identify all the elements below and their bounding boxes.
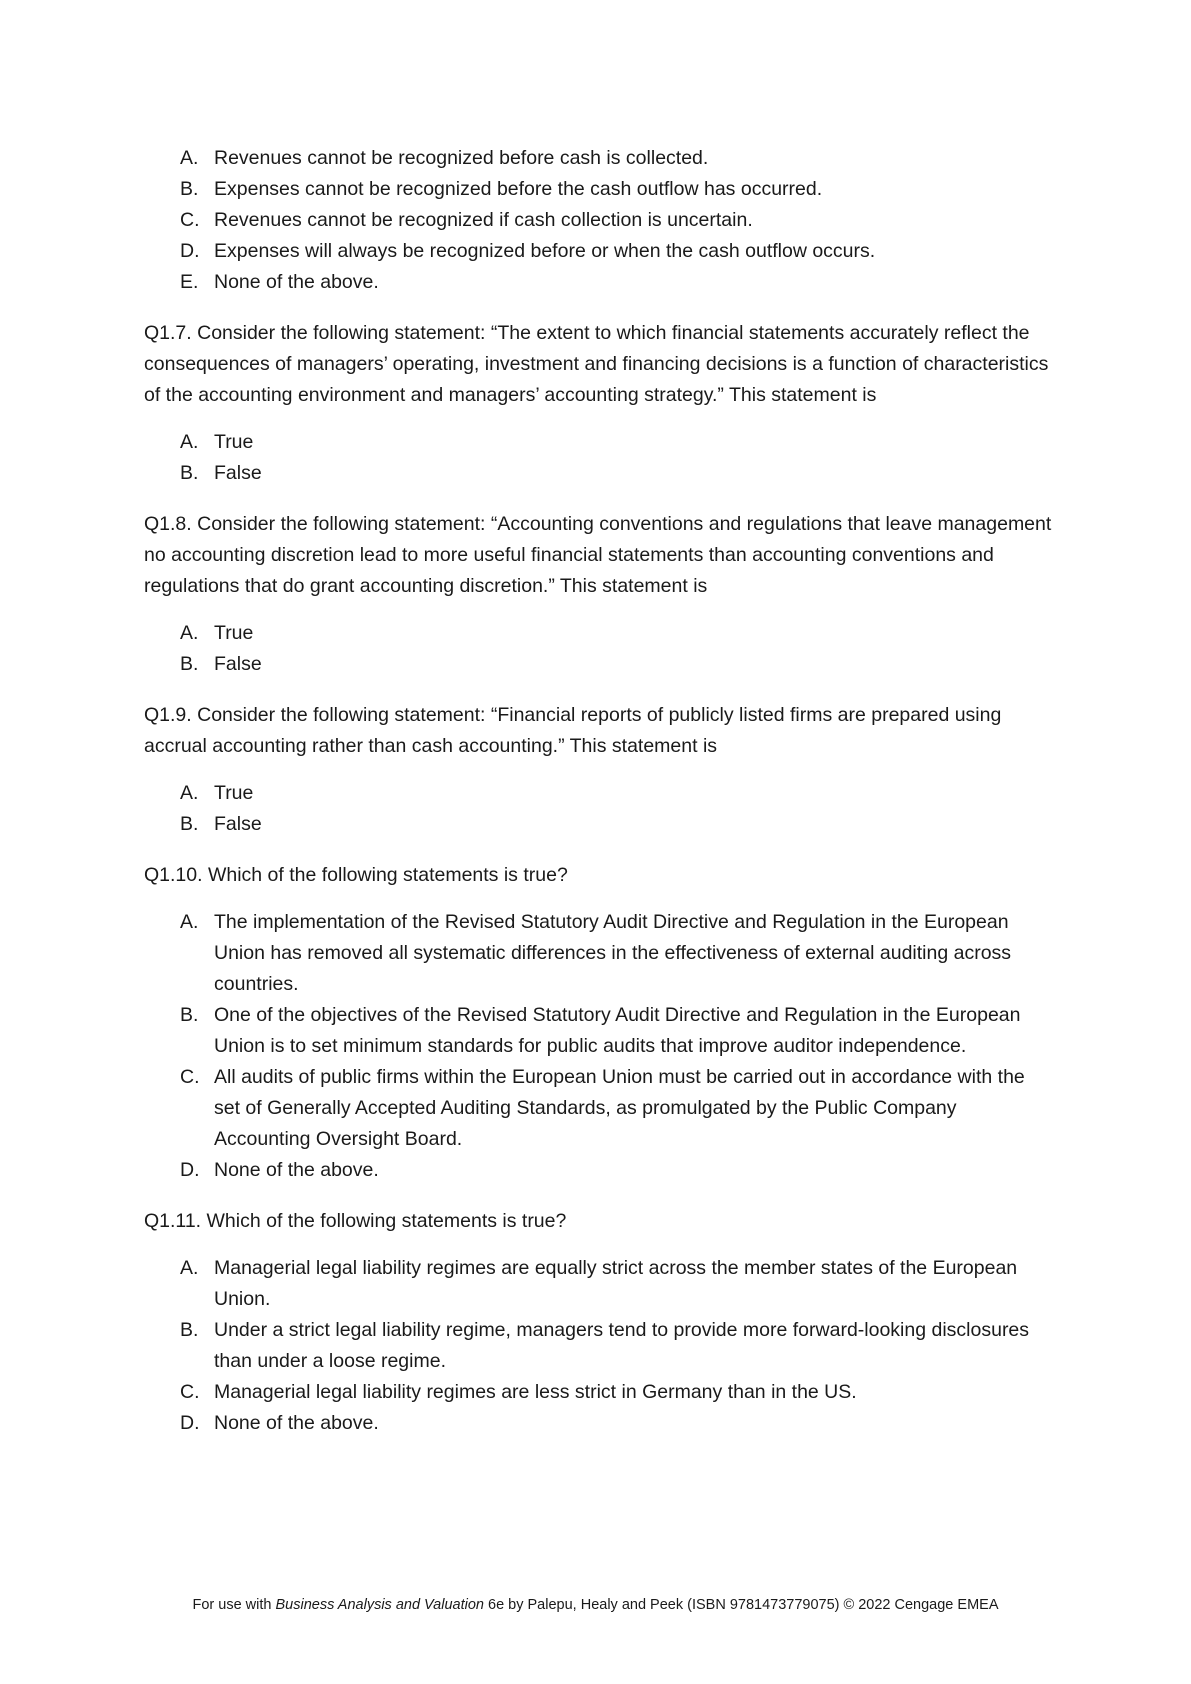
answer-options bbox=[144, 1253, 1054, 1439]
answer-option bbox=[144, 427, 1054, 458]
question-text: Q1.10. Which of the following statements is true? bbox=[144, 864, 568, 886]
answer-option bbox=[144, 236, 1054, 267]
spacer bbox=[144, 602, 1054, 618]
option-text: False bbox=[214, 653, 262, 675]
option-text: The implementation of the Revised Statutory Audit Directive and Regulation in the European Union has removed all systematic differences in the effectiveness of external auditing across countries. bbox=[214, 911, 1012, 995]
page-footer bbox=[0, 1597, 1191, 1613]
spacer bbox=[144, 680, 1054, 700]
option-letter: C. bbox=[180, 209, 200, 231]
spacer bbox=[144, 762, 1054, 778]
option-letter: A. bbox=[180, 782, 199, 804]
option-text: True bbox=[214, 431, 254, 453]
spacer bbox=[144, 891, 1054, 907]
option-text: One of the objectives of the Revised Statutory Audit Directive and Regulation in the European Union is to set minimum standards for public audits that improve auditor independence. bbox=[214, 1004, 1021, 1057]
option-letter: B. bbox=[180, 1004, 199, 1026]
page-content bbox=[144, 143, 1054, 1439]
option-text: False bbox=[214, 462, 262, 484]
option-letter: B. bbox=[180, 178, 199, 200]
answer-option bbox=[144, 907, 1054, 1000]
answer-option bbox=[144, 778, 1054, 809]
answer-option bbox=[144, 267, 1054, 298]
answer-option bbox=[144, 1408, 1054, 1439]
answer-options bbox=[144, 778, 1054, 840]
spacer bbox=[144, 489, 1054, 509]
option-text: Expenses will always be recognized before or when the cash outflow occurs. bbox=[214, 240, 876, 262]
option-text: Revenues cannot be recognized if cash collection is uncertain. bbox=[214, 209, 753, 231]
spacer bbox=[144, 1186, 1054, 1206]
option-text: Expenses cannot be recognized before the cash outflow has occurred. bbox=[214, 178, 823, 200]
answer-option bbox=[144, 174, 1054, 205]
answer-option bbox=[144, 143, 1054, 174]
spacer bbox=[144, 1237, 1054, 1253]
option-letter: B. bbox=[180, 813, 199, 835]
option-text: True bbox=[214, 782, 254, 804]
option-letter: A. bbox=[180, 911, 199, 933]
option-letter: A. bbox=[180, 1257, 199, 1279]
option-text: False bbox=[214, 813, 262, 835]
option-letter: B. bbox=[180, 462, 199, 484]
answer-option bbox=[144, 1253, 1054, 1315]
answer-options bbox=[144, 618, 1054, 680]
answer-options bbox=[144, 907, 1054, 1186]
option-text: Under a strict legal liability regime, managers tend to provide more forward-looking disclosures than under a loose regime. bbox=[214, 1319, 1030, 1372]
option-letter: C. bbox=[180, 1066, 200, 1088]
option-letter: C. bbox=[180, 1381, 200, 1403]
option-text: None of the above. bbox=[214, 1159, 379, 1181]
answer-option bbox=[144, 809, 1054, 840]
answer-option bbox=[144, 205, 1054, 236]
answer-option bbox=[144, 458, 1054, 489]
option-text: True bbox=[214, 622, 254, 644]
footer-book-title: Business Analysis and Valuation bbox=[275, 1597, 484, 1613]
option-letter: A. bbox=[180, 622, 199, 644]
footer-prefix: For use with bbox=[192, 1597, 276, 1613]
option-text: None of the above. bbox=[214, 1412, 379, 1434]
option-text: Managerial legal liability regimes are less strict in Germany than in the US. bbox=[214, 1381, 857, 1403]
answer-option bbox=[144, 1062, 1054, 1155]
answer-option bbox=[144, 1155, 1054, 1186]
option-text: Revenues cannot be recognized before cash is collected. bbox=[214, 147, 709, 169]
answer-options bbox=[144, 427, 1054, 489]
option-text: Managerial legal liability regimes are equally strict across the member states of the European Union. bbox=[214, 1257, 1018, 1310]
spacer bbox=[144, 840, 1054, 860]
option-text: None of the above. bbox=[214, 271, 379, 293]
answer-option bbox=[144, 649, 1054, 680]
footer-suffix: 6e by Palepu, Healy and Peek (ISBN 9781473779075) © 2022 Cengage EMEA bbox=[483, 1597, 999, 1613]
option-letter: B. bbox=[180, 653, 199, 675]
answer-option bbox=[144, 1377, 1054, 1408]
question-text: Q1.11. Which of the following statements is true? bbox=[144, 1210, 567, 1232]
answer-options bbox=[144, 143, 1054, 298]
question-text: Q1.9. Consider the following statement: “Financial reports of publicly listed firms are prepared using accrual accounting rather than cash accounting.” This statement is bbox=[144, 704, 1002, 757]
option-letter: D. bbox=[180, 1412, 200, 1434]
spacer bbox=[144, 411, 1054, 427]
option-letter: A. bbox=[180, 147, 199, 169]
option-letter: E. bbox=[180, 271, 199, 293]
option-letter: A. bbox=[180, 431, 199, 453]
question-text: Q1.8. Consider the following statement: “Accounting conventions and regulations that leave management no accounting discretion lead to more useful financial statements than accounting conventions and regulations that do grant accounting discretion.” This statement is bbox=[144, 513, 1052, 597]
answer-option bbox=[144, 618, 1054, 649]
option-letter: D. bbox=[180, 240, 200, 262]
option-letter: B. bbox=[180, 1319, 199, 1341]
spacer bbox=[144, 298, 1054, 318]
option-text: All audits of public firms within the European Union must be carried out in accordance with the set of Generally Accepted Auditing Standards, as promulgated by the Public Company Accounting Oversight Board. bbox=[214, 1066, 1025, 1150]
answer-option bbox=[144, 1315, 1054, 1377]
question-text: Q1.7. Consider the following statement: “The extent to which financial statements accurately reflect the consequences of managers’ operating, investment and financing decisions is a function of characteristics of the accounting environment and managers’ accounting strategy.” This statement is bbox=[144, 322, 1049, 406]
answer-option bbox=[144, 1000, 1054, 1062]
option-letter: D. bbox=[180, 1159, 200, 1181]
